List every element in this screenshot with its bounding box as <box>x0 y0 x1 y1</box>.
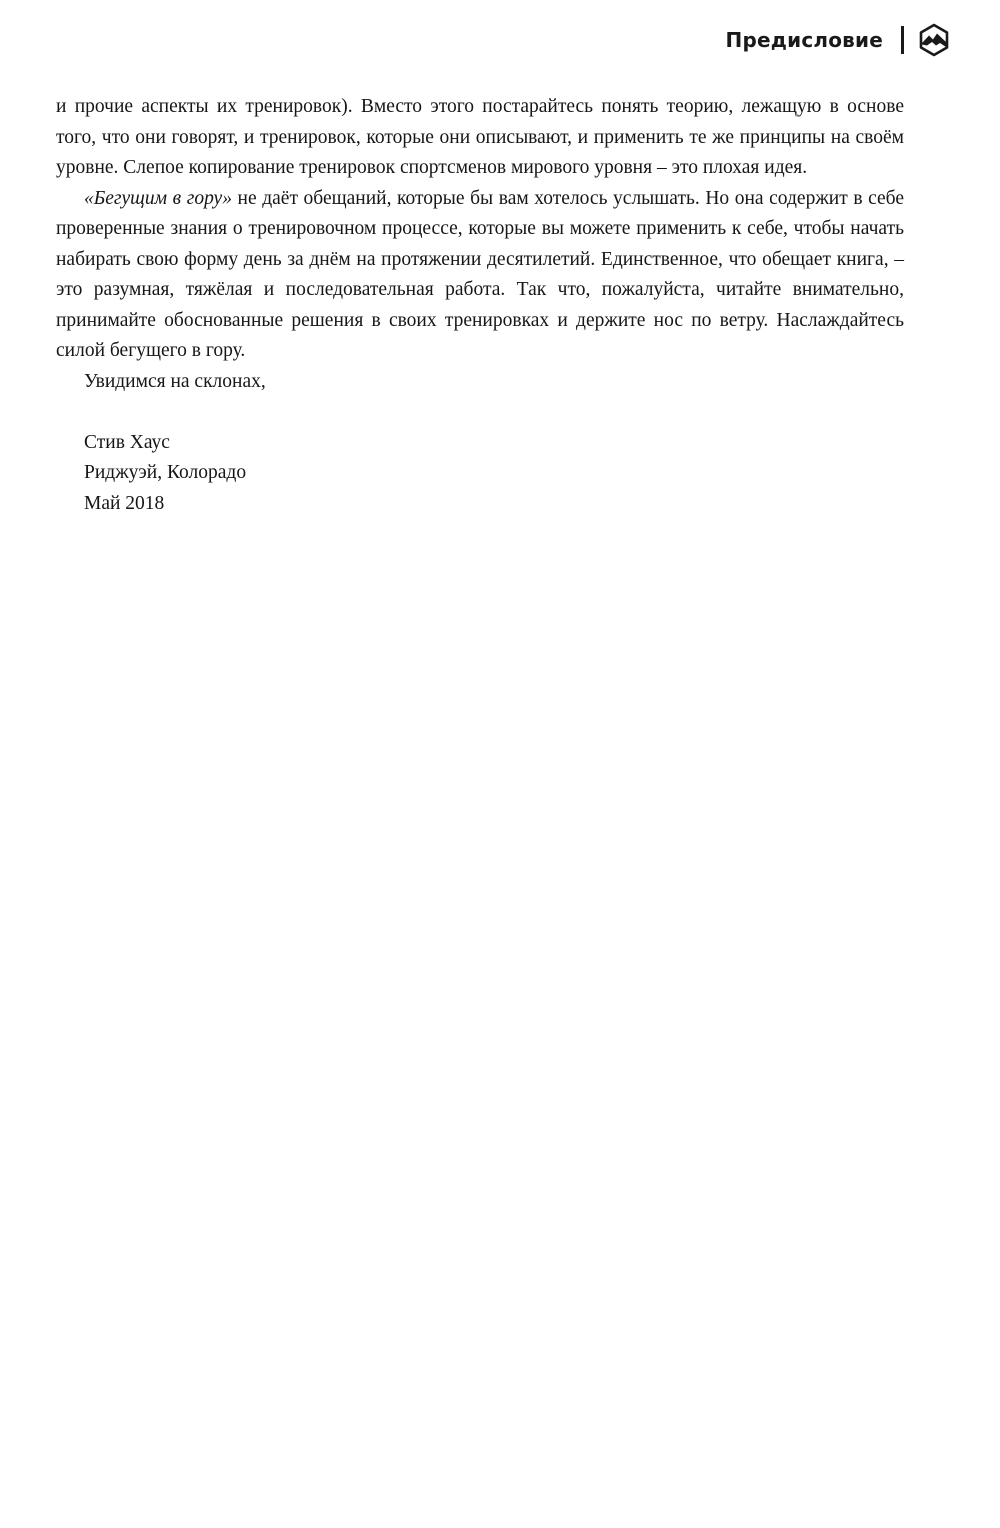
closing-line: Увидимся на склонах, <box>84 370 266 392</box>
signature-date: Май 2018 <box>84 492 165 514</box>
paragraph-continued: и прочие аспекты их тренировок). Вместо этого постарайтесь понять теорию, лежащую в основе того, что они говорят, и тренировок, которые они описывают, и применить те же принципы на своём уровне. Слепое копирование тренировок спортсменов мирового уровня – это плохая идея. <box>56 96 904 178</box>
mountain-hexagon-icon <box>916 22 952 58</box>
signature-location: Риджуэй, Колорадо <box>84 462 247 483</box>
paragraph-book-promise <box>56 184 904 367</box>
section-title: Предисловие <box>725 28 883 52</box>
running-header <box>726 22 952 58</box>
header-divider <box>901 26 904 54</box>
book-title: «Бегущим в гору» <box>84 187 232 209</box>
body-text <box>56 92 904 519</box>
spacer <box>56 397 904 428</box>
paragraph-text: не даёт обещаний, которые бы вам хотелось услышать. Но она содержит в себе проверенные знания о тренировочном процессе, которые вы можете применить к себе, чтобы начать набирать свою форму день за днём на протяжении десятилетий. Единственное, что обещает книга, – это разумная, тяжёлая и последовательная работа. Так что, пожалуйста, читайте внимательно, принимайте обоснованные решения в своих тренировках и держите нос по ветру. Наслаждайтесь силой бегущего в гору. <box>56 187 904 361</box>
signature-name: Стив Хаус <box>84 431 170 453</box>
